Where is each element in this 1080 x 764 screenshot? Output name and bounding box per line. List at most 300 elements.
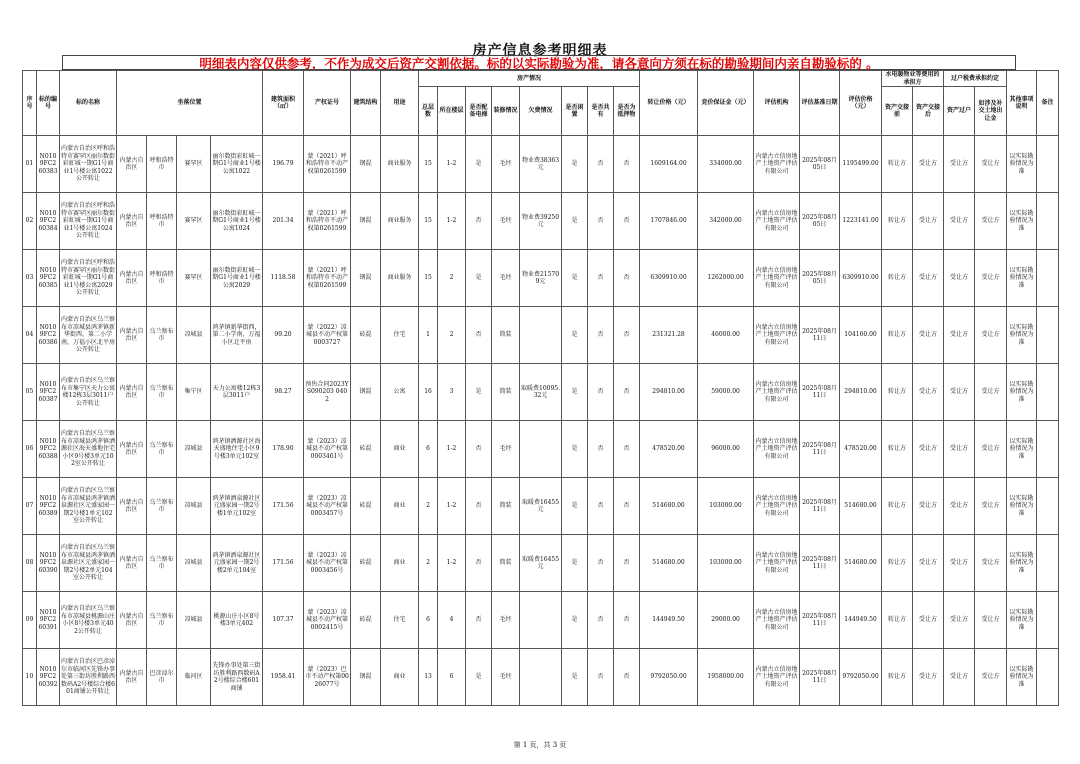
cell-floor: 2 [438, 250, 466, 307]
cell-cert: 蒙（2021）呼和浩特市不动产权第0261599 [304, 136, 351, 193]
cell-idle: 是 [562, 649, 588, 706]
cell-district: 凉城县 [177, 535, 211, 592]
cell-mortgage: 否 [614, 250, 640, 307]
cell-land-party: 受让方 [975, 307, 1007, 364]
cell-shared: 否 [588, 478, 614, 535]
cell-shared: 否 [588, 307, 614, 364]
cell-area: 98.27 [263, 364, 304, 421]
cell-handover-before: 转让方 [882, 364, 913, 421]
cell-province: 内蒙古自治区 [117, 478, 147, 535]
cell-province: 内蒙古自治区 [117, 364, 147, 421]
cell-name: 内蒙古自治区乌兰察布市集宁区天力公寓楼12栋3层3011户公开转让 [60, 364, 117, 421]
cell-other: 以实际勘验情况为准 [1007, 535, 1037, 592]
cell-handover-before: 转让方 [882, 535, 913, 592]
cell-appraised-price: 514680.00 [840, 478, 882, 535]
cell-code: N0109FC260386 [37, 307, 60, 364]
cell-structure: 钢混 [351, 193, 381, 250]
cell-arrears: 取暖费16455元 [520, 535, 562, 592]
header-code: 标的编号 [37, 71, 60, 136]
cell-handover-after: 受让方 [913, 421, 944, 478]
cell-area: 171.56 [263, 478, 304, 535]
cell-city: 乌兰察布市 [147, 478, 177, 535]
cell-base-date: 2025年08月11日 [800, 649, 840, 706]
cell-total-floors: 2 [419, 478, 438, 535]
cell-idle: 是 [562, 193, 588, 250]
cell-appraised-price: 1223141.00 [840, 193, 882, 250]
cell-name: 内蒙古自治区乌兰察布市凉城县鸿茅镇洒源社区海天盛地住宅小区9号楼3单元102室公开转让 [60, 421, 117, 478]
cell-cert: 蒙（2023）凉城县不动产权第0003456号 [304, 535, 351, 592]
cell-structure: 砖混 [351, 535, 381, 592]
cell-appraiser: 内蒙古立信房地产土地资产评估有限公司 [754, 364, 800, 421]
cell-base-date: 2025年08月11日 [800, 592, 840, 649]
cell-address: 天力公寓楼12栋3层3011户 [211, 364, 263, 421]
cell-transfer-price: 1609164.00 [640, 136, 698, 193]
cell-seq: 07 [23, 478, 37, 535]
cell-usage: 商业 [381, 421, 419, 478]
cell-land-party: 受让方 [975, 649, 1007, 706]
cell-other: 以实际勘验情况为准 [1007, 478, 1037, 535]
cell-arrears [520, 649, 562, 706]
cell-seq: 02 [23, 193, 37, 250]
cell-province: 内蒙古自治区 [117, 649, 147, 706]
cell-base-date: 2025年08月11日 [800, 364, 840, 421]
cell-mortgage: 否 [614, 136, 640, 193]
cell-name: 内蒙古自治区乌兰察布市凉城县桃源山庄小区8号楼3单元402公开转让 [60, 592, 117, 649]
table-row [23, 136, 1059, 193]
cell-seq: 08 [23, 535, 37, 592]
cell-mortgage: 否 [614, 307, 640, 364]
cell-other: 以实际勘验情况为准 [1007, 649, 1037, 706]
cell-structure: 砖混 [351, 307, 381, 364]
cell-deposit: 334000.00 [698, 136, 754, 193]
cell-mortgage: 否 [614, 478, 640, 535]
cell-total-floors: 15 [419, 250, 438, 307]
property-table [22, 70, 1059, 706]
cell-decoration: 简装 [492, 535, 520, 592]
cell-cert: 蒙（2021）呼和浩特市不动产权第0261599 [304, 250, 351, 307]
cell-cert: 蒙（2023）凉城县不动产权第0003461号 [304, 421, 351, 478]
cell-mortgage: 否 [614, 535, 640, 592]
cell-transfer-price: 478520.00 [640, 421, 698, 478]
table-row [23, 478, 1059, 535]
cell-handover-after: 受让方 [913, 478, 944, 535]
header-property-group: 房产情况 [419, 71, 640, 87]
cell-arrears: 取暖费10095.32元 [520, 364, 562, 421]
cell-land-party: 受让方 [975, 478, 1007, 535]
cell-usage: 商业服务 [381, 136, 419, 193]
cell-handover-after: 受让方 [913, 592, 944, 649]
cell-decoration: 毛坯 [492, 649, 520, 706]
cell-province: 内蒙古自治区 [117, 193, 147, 250]
cell-district: 凉城县 [177, 307, 211, 364]
header-deposit: 竞价保证金（元） [698, 71, 754, 136]
cell-deposit: 103000.00 [698, 478, 754, 535]
cell-floor: 4 [438, 592, 466, 649]
cell-handover-after: 受让方 [913, 307, 944, 364]
cell-structure: 钢混 [351, 250, 381, 307]
cell-deposit: 59000.00 [698, 364, 754, 421]
cell-remarks [1037, 535, 1059, 592]
cell-cert: 蒙（2023）凉城县不动产权第0003457号 [304, 478, 351, 535]
cell-land-party: 受让方 [975, 535, 1007, 592]
cell-usage: 商业 [381, 649, 419, 706]
cell-transfer-party: 受让方 [944, 136, 975, 193]
table-row [23, 592, 1059, 649]
cell-area: 99.20 [263, 307, 304, 364]
cell-appraiser: 内蒙古立信房地产土地资产评估有限公司 [754, 421, 800, 478]
cell-city: 乌兰察布市 [147, 421, 177, 478]
cell-land-party: 受让方 [975, 364, 1007, 421]
header-mortgage: 是否为抵押物 [614, 87, 640, 136]
cell-seq: 01 [23, 136, 37, 193]
cell-remarks [1037, 250, 1059, 307]
cell-idle: 是 [562, 478, 588, 535]
cell-idle: 是 [562, 136, 588, 193]
cell-mortgage: 否 [614, 421, 640, 478]
header-appraised-price: 评估价格（元） [840, 71, 882, 136]
cell-transfer-price: 514680.00 [640, 478, 698, 535]
cell-usage: 商业服务 [381, 250, 419, 307]
header-usage: 用途 [381, 71, 419, 136]
cell-decoration: 简装 [492, 364, 520, 421]
cell-transfer-party: 受让方 [944, 307, 975, 364]
header-transfer-price: 转让价格（元） [640, 71, 698, 136]
cell-shared: 否 [588, 250, 614, 307]
cell-decoration: 简装 [492, 478, 520, 535]
cell-province: 内蒙古自治区 [117, 250, 147, 307]
cell-other: 以实际勘验情况为准 [1007, 136, 1037, 193]
header-utility-group: 水电暖物业等费用的承担方 [882, 71, 944, 87]
cell-idle: 是 [562, 364, 588, 421]
cell-total-floors: 16 [419, 364, 438, 421]
header-transfer-party: 资产过户 [944, 87, 975, 136]
cell-elevator: 是 [466, 136, 492, 193]
cell-idle: 是 [562, 535, 588, 592]
cell-address: 丽尔数街彩虹城一期G1号商业1号楼公寓1024 [211, 193, 263, 250]
header-idle: 是否闲置 [562, 87, 588, 136]
cell-remarks [1037, 421, 1059, 478]
cell-handover-before: 转让方 [882, 250, 913, 307]
cell-handover-after: 受让方 [913, 193, 944, 250]
cell-appraised-price: 294810.00 [840, 364, 882, 421]
cell-structure: 砖混 [351, 478, 381, 535]
cell-name: 内蒙古自治区巴彦淖尔市临河区先锋办事处第三街坊胜利路西数码A2号楼综合楼601商铺公开转让 [60, 649, 117, 706]
cell-code: N0109FC260390 [37, 535, 60, 592]
cell-total-floors: 2 [419, 535, 438, 592]
cell-decoration: 毛坯 [492, 136, 520, 193]
cell-address: 鸿茅镇洒泉源社区元盛家园一期2号楼1单元102室 [211, 478, 263, 535]
cell-appraiser: 内蒙古立信房地产土地资产评估有限公司 [754, 592, 800, 649]
cell-total-floors: 13 [419, 649, 438, 706]
cell-remarks [1037, 193, 1059, 250]
cell-transfer-party: 受让方 [944, 421, 975, 478]
cell-transfer-price: 9792050.00 [640, 649, 698, 706]
cell-city: 乌兰察布市 [147, 307, 177, 364]
cell-address: 鸿茅镇新华街西，第二小学南，万福小区北平房 [211, 307, 263, 364]
cell-remarks [1037, 307, 1059, 364]
header-shared: 是否共有 [588, 87, 614, 136]
cell-base-date: 2025年08月05日 [800, 136, 840, 193]
cell-district: 赛罕区 [177, 250, 211, 307]
cell-arrears: 物业费215709元 [520, 250, 562, 307]
cell-appraiser: 内蒙古立信房地产土地资产评估有限公司 [754, 649, 800, 706]
cell-district: 凉城县 [177, 421, 211, 478]
cell-code: N0109FC260384 [37, 193, 60, 250]
cell-remarks [1037, 364, 1059, 421]
cell-base-date: 2025年08月11日 [800, 421, 840, 478]
cell-address: 桃源山庄小区8号楼3单元402 [211, 592, 263, 649]
cell-decoration: 毛坯 [492, 421, 520, 478]
cell-land-party: 受让方 [975, 421, 1007, 478]
cell-shared: 否 [588, 193, 614, 250]
cell-floor: 3 [438, 364, 466, 421]
table-row [23, 364, 1059, 421]
cell-elevator: 是 [466, 649, 492, 706]
cell-elevator: 否 [466, 193, 492, 250]
header-location: 坐落位置 [117, 71, 263, 136]
cell-elevator: 是 [466, 250, 492, 307]
cell-arrears: 物业费38363元 [520, 136, 562, 193]
page-title: 房产信息参考明细表 [472, 43, 608, 59]
cell-address: 鸿茅镇洒源社区海天盛地住宅小区9号楼3单元102室 [211, 421, 263, 478]
cell-other: 以实际勘验情况为准 [1007, 364, 1037, 421]
cell-code: N0109FC260385 [37, 250, 60, 307]
cell-floor: 6 [438, 649, 466, 706]
cell-floor: 1-2 [438, 478, 466, 535]
cell-handover-after: 受让方 [913, 364, 944, 421]
cell-deposit: 96000.00 [698, 421, 754, 478]
header-other: 其他事项说明 [1007, 71, 1037, 136]
cell-district: 凉城县 [177, 592, 211, 649]
cell-transfer-price: 6309910.00 [640, 250, 698, 307]
cell-deposit: 46000.00 [698, 307, 754, 364]
cell-deposit: 1958000.00 [698, 649, 754, 706]
cell-deposit: 29000.00 [698, 592, 754, 649]
cell-elevator: 否 [466, 421, 492, 478]
cell-mortgage: 否 [614, 592, 640, 649]
cell-transfer-party: 受让方 [944, 478, 975, 535]
cell-structure: 砖混 [351, 421, 381, 478]
cell-appraiser: 内蒙古立信房地产土地资产评估有限公司 [754, 478, 800, 535]
cell-shared: 否 [588, 649, 614, 706]
cell-floor: 1-2 [438, 193, 466, 250]
cell-floor: 2 [438, 307, 466, 364]
cell-usage: 商业 [381, 535, 419, 592]
cell-total-floors: 15 [419, 136, 438, 193]
cell-handover-after: 受让方 [913, 136, 944, 193]
cell-cert: 蒙（2022）凉城县不动产权第0003727 [304, 307, 351, 364]
header-structure: 建筑结构 [351, 71, 381, 136]
cell-base-date: 2025年08月11日 [800, 478, 840, 535]
cell-total-floors: 6 [419, 421, 438, 478]
cell-province: 内蒙古自治区 [117, 136, 147, 193]
cell-handover-before: 转让方 [882, 136, 913, 193]
cell-remarks [1037, 649, 1059, 706]
cell-handover-before: 转让方 [882, 307, 913, 364]
cell-city: 呼和浩特市 [147, 136, 177, 193]
cell-deposit: 103000.00 [698, 535, 754, 592]
cell-area: 196.79 [263, 136, 304, 193]
cell-total-floors: 15 [419, 193, 438, 250]
cell-floor: 1-2 [438, 421, 466, 478]
header-total-floors: 总层数 [419, 87, 438, 136]
cell-base-date: 2025年08月05日 [800, 193, 840, 250]
cell-base-date: 2025年08月05日 [800, 250, 840, 307]
cell-mortgage: 否 [614, 649, 640, 706]
cell-floor: 1-2 [438, 535, 466, 592]
cell-elevator: 否 [466, 307, 492, 364]
cell-base-date: 2025年08月11日 [800, 535, 840, 592]
table-row [23, 649, 1059, 706]
cell-shared: 否 [588, 136, 614, 193]
header-seq: 序号 [23, 71, 37, 136]
cell-name: 内蒙古自治区乌兰察布市凉城县鸿茅镇洒泉源社区元盛家园一期2号楼1单元102室公开转让 [60, 478, 117, 535]
cell-handover-before: 转让方 [882, 649, 913, 706]
cell-land-party: 受让方 [975, 136, 1007, 193]
cell-structure: 钢混 [351, 649, 381, 706]
table-body [23, 136, 1059, 706]
cell-code: N0109FC260391 [37, 592, 60, 649]
cell-district: 赛罕区 [177, 193, 211, 250]
cell-seq: 05 [23, 364, 37, 421]
cell-arrears: 物业费39250元 [520, 193, 562, 250]
cell-usage: 商业 [381, 478, 419, 535]
cell-usage: 住宅 [381, 592, 419, 649]
cell-transfer-party: 受让方 [944, 592, 975, 649]
cell-transfer-price: 1707846.00 [640, 193, 698, 250]
cell-name: 内蒙古自治区呼和浩特市赛罕区丽尔数街彩虹城一期G1号商业1号楼公寓1024公开转让 [60, 193, 117, 250]
cell-code: N0109FC260389 [37, 478, 60, 535]
cell-land-party: 受让方 [975, 592, 1007, 649]
cell-city: 巴彦淖尔市 [147, 649, 177, 706]
cell-idle: 是 [562, 307, 588, 364]
cell-other: 以实际勘验情况为准 [1007, 307, 1037, 364]
cell-decoration: 简装 [492, 307, 520, 364]
cell-idle: 是 [562, 421, 588, 478]
cell-arrears: 取暖费16455元 [520, 478, 562, 535]
cell-structure: 钢混 [351, 136, 381, 193]
cell-district: 集宁区 [177, 364, 211, 421]
cell-city: 乌兰察布市 [147, 535, 177, 592]
cell-decoration: 毛坯 [492, 193, 520, 250]
cell-handover-before: 转让方 [882, 478, 913, 535]
cell-code: N0109FC260392 [37, 649, 60, 706]
cell-appraised-price: 9792050.00 [840, 649, 882, 706]
cell-elevator: 是 [466, 364, 492, 421]
cell-seq: 06 [23, 421, 37, 478]
cell-handover-before: 转让方 [882, 592, 913, 649]
cell-district: 临河区 [177, 649, 211, 706]
cell-transfer-price: 294810.00 [640, 364, 698, 421]
cell-area: 1118.58 [263, 250, 304, 307]
cell-area: 107.37 [263, 592, 304, 649]
header-base-date: 评估基准日期 [800, 71, 840, 136]
cell-city: 乌兰察布市 [147, 364, 177, 421]
table-row [23, 193, 1059, 250]
cell-structure: 钢混 [351, 364, 381, 421]
cell-city: 乌兰察布市 [147, 592, 177, 649]
cell-address: 丽尔数街彩虹城一期G1号商业1号楼公寓1022 [211, 136, 263, 193]
cell-appraised-price: 514680.00 [840, 535, 882, 592]
cell-other: 以实际勘验情况为准 [1007, 421, 1037, 478]
cell-base-date: 2025年08月11日 [800, 307, 840, 364]
cell-handover-before: 转让方 [882, 193, 913, 250]
cell-other: 以实际勘验情况为准 [1007, 250, 1037, 307]
header-handover-after: 资产交接后 [913, 87, 944, 136]
cell-deposit: 1262000.00 [698, 250, 754, 307]
cell-province: 内蒙古自治区 [117, 307, 147, 364]
cell-idle: 是 [562, 250, 588, 307]
cell-district: 赛罕区 [177, 136, 211, 193]
cell-other: 以实际勘验情况为准 [1007, 592, 1037, 649]
cell-decoration: 毛坯 [492, 250, 520, 307]
cell-seq: 10 [23, 649, 37, 706]
cell-handover-after: 受让方 [913, 250, 944, 307]
cell-area: 1958.41 [263, 649, 304, 706]
cell-cert: 预售合同2023YS090203 0402 [304, 364, 351, 421]
cell-decoration: 毛坯 [492, 592, 520, 649]
cell-city: 呼和浩特市 [147, 193, 177, 250]
header-cert: 产权证号 [304, 71, 351, 136]
cell-other: 以实际勘验情况为准 [1007, 193, 1037, 250]
cell-cert: 蒙（2023）凉城县不动产权第0002415号 [304, 592, 351, 649]
cell-transfer-party: 受让方 [944, 649, 975, 706]
cell-arrears [520, 421, 562, 478]
header-elevator: 是否配备电梯 [466, 87, 492, 136]
header-appraiser: 评估机构 [754, 71, 800, 136]
cell-province: 内蒙古自治区 [117, 535, 147, 592]
cell-appraised-price: 104160.00 [840, 307, 882, 364]
cell-appraiser: 内蒙古立信房地产土地资产评估有限公司 [754, 250, 800, 307]
table-row [23, 307, 1059, 364]
cell-code: N0109FC260388 [37, 421, 60, 478]
cell-transfer-party: 受让方 [944, 364, 975, 421]
cell-handover-before: 转让方 [882, 421, 913, 478]
table-row [23, 535, 1059, 592]
cell-transfer-party: 受让方 [944, 250, 975, 307]
cell-total-floors: 1 [419, 307, 438, 364]
cell-mortgage: 否 [614, 364, 640, 421]
cell-name: 内蒙古自治区乌兰察布市凉城县鸿茅镇新华街西，第二小学南，万福小区北平房公开转让 [60, 307, 117, 364]
header-decoration: 装修情况 [492, 87, 520, 136]
cell-appraised-price: 1195499.00 [840, 136, 882, 193]
cell-appraiser: 内蒙古立信房地产土地资产评估有限公司 [754, 136, 800, 193]
cell-handover-after: 受让方 [913, 535, 944, 592]
cell-usage: 商业服务 [381, 193, 419, 250]
header-arrears: 欠费情况 [520, 87, 562, 136]
cell-land-party: 受让方 [975, 250, 1007, 307]
cell-cert: 蒙（2021）呼和浩特市不动产权第0261599 [304, 193, 351, 250]
cell-mortgage: 否 [614, 193, 640, 250]
cell-address: 先锋办事处第三街坊胜利路西数码A2号楼综合楼601商铺 [211, 649, 263, 706]
cell-remarks [1037, 136, 1059, 193]
cell-appraiser: 内蒙古立信房地产土地资产评估有限公司 [754, 307, 800, 364]
cell-deposit: 342000.00 [698, 193, 754, 250]
cell-name: 内蒙古自治区呼和浩特市赛罕区丽尔数街彩虹城一期G1号商业1号楼公寓1022公开转让 [60, 136, 117, 193]
cell-name: 内蒙古自治区呼和浩特市赛罕区丽尔数街彩虹城一期G1号商业1号楼公寓2029公开转让 [60, 250, 117, 307]
table-row [23, 421, 1059, 478]
header-tax-group: 过户税费承担约定 [944, 71, 1007, 87]
header-land-party: 如涉及补交土地出让金 [975, 87, 1007, 136]
header-remarks: 备注 [1037, 71, 1059, 136]
cell-remarks [1037, 592, 1059, 649]
header-floor: 所在楼层 [438, 87, 466, 136]
cell-address: 丽尔数街彩虹城一期G1号商业1号楼公寓2029 [211, 250, 263, 307]
cell-handover-after: 受让方 [913, 649, 944, 706]
cell-code: N0109FC260387 [37, 364, 60, 421]
cell-elevator: 否 [466, 478, 492, 535]
cell-city: 呼和浩特市 [147, 250, 177, 307]
